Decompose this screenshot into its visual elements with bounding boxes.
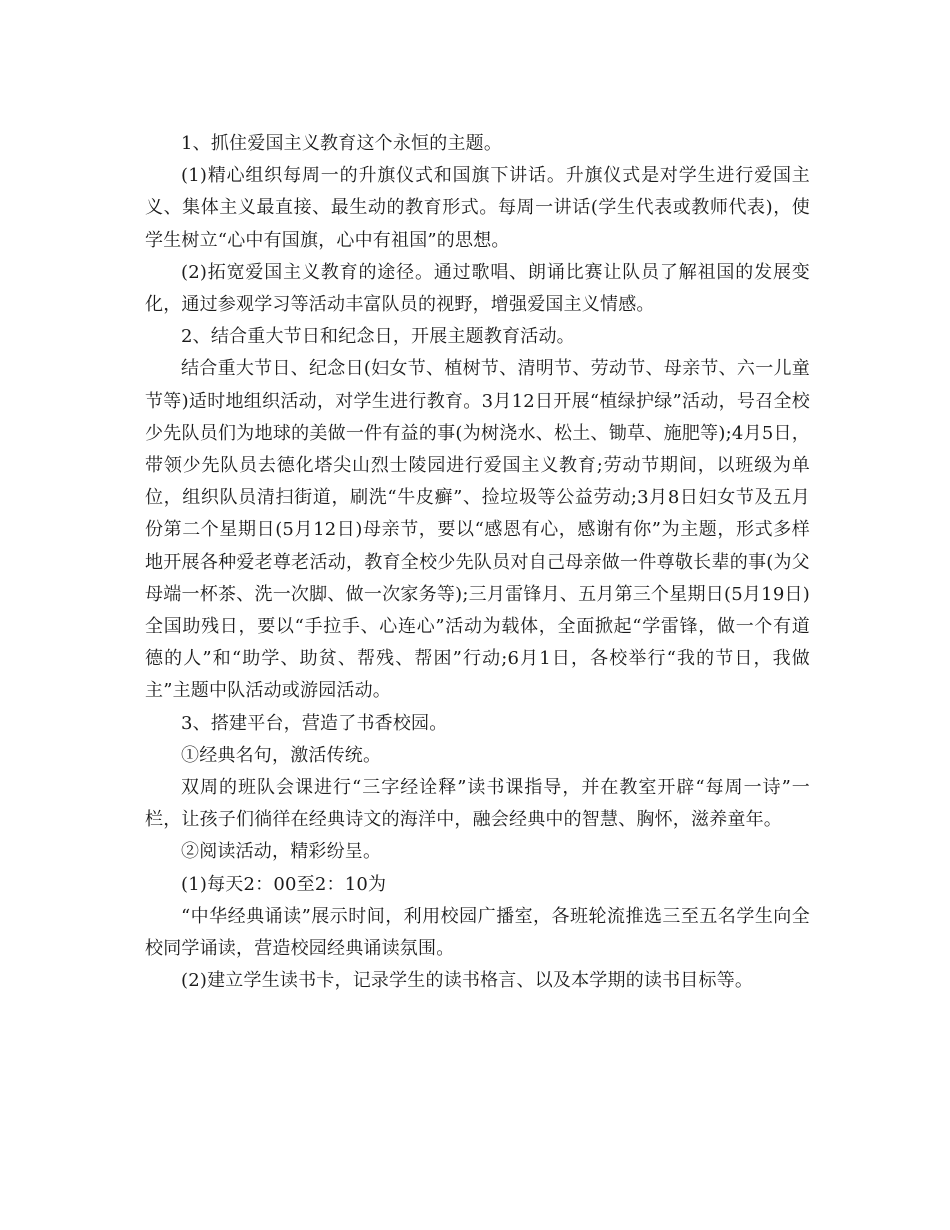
paragraph-expand-education: (2)拓宽爱国主义教育的途径。通过歌唱、朗诵比赛让队员了解祖国的发展变化，通过参观学习等活动丰富队员的视野，增强爱国主义情感。 <box>145 261 810 316</box>
subheading-classic-quotes: ①经典名句，激活传统。 <box>181 744 382 766</box>
paragraph-daily-time: (1)每天2：00至2：10为 <box>181 873 387 895</box>
subheading-reading-activities: ②阅读活动，精彩纷呈。 <box>181 841 382 863</box>
paragraph-recitation-display: “中华经典诵读”展示时间，利用校园广播室，各班轮流推选三至五名学生向全校同学诵读，营造校园经典诵读氛围。 <box>145 905 810 960</box>
document-body <box>145 128 810 997</box>
heading-festival-activities: 2、结合重大节日和纪念日，开展主题教育活动。 <box>181 326 575 348</box>
heading-reading-campus: 3、搭建平台，营造了书香校园。 <box>181 712 448 734</box>
paragraph-flag-ceremony: (1)精心组织每周一的升旗仪式和国旗下讲话。升旗仪式是对学生进行爱国主义、集体主义最直接、最生动的教育形式。每周一讲话(学生代表或教师代表)，使学生树立“心中有国旗，心中有祖国”的思想。 <box>145 165 810 251</box>
paragraph-festival-details: 结合重大节日、纪念日(妇女节、植树节、清明节、劳动节、母亲节、六一儿童节等)适时地组织活动，对学生进行教育。3月12日开展“植绿护绿”活动，号召全校少先队员们为地球的美做一件有益的事(为树浇水、松土、锄草、施肥等);4月5日，带领少先队员去德化塔尖山烈士陵园进行爱国主义教育;劳动节期间，以班级为单位，组织队员清扫街道，刷洗“牛皮癣”、捡垃圾等公益劳动;3月8日妇女节及五月份第二个星期日(5月12日)母亲节，要以“感恩有心，感谢有你”为主题，形式多样地开展各种爱老尊老活动，教育全校少先队员对自己母亲做一件尊敬长辈的事(为父母端一杯茶、洗一次脚、做一次家务等);三月雷锋月、五月第三个星期日(5月19日)全国助残日，要以“手拉手、心连心”活动为载体，全面掀起“学雷锋，做一个有道德的人”和“助学、助贫、帮残、帮困”行动;6月1日，各校举行“我的节日，我做主”主题中队活动或游园活动。 <box>145 358 810 702</box>
heading-patriotic-education: 1、抓住爱国主义教育这个永恒的主题。 <box>181 133 503 154</box>
paragraph-classic-poems: 双周的班队会课进行“三字经诠释”读书课指导，并在教室开辟“每周一诗”一栏，让孩子们徜徉在经典诗文的海洋中，融会经典中的智慧、胸怀，滋养童年。 <box>145 777 810 831</box>
paragraph-reading-card: (2)建立学生读书卡，记录学生的读书格言、以及本学期的读书目标等。 <box>181 970 754 992</box>
